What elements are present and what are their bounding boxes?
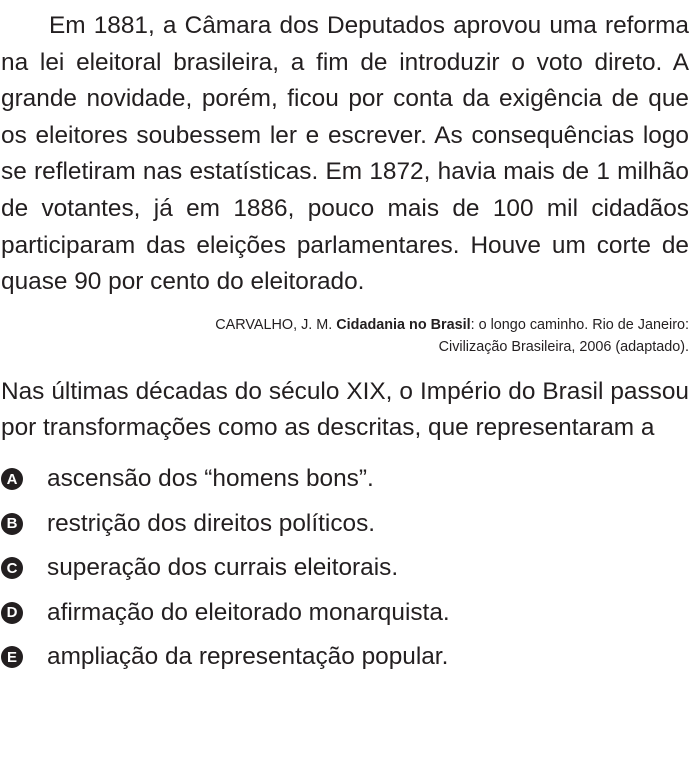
option-text: superação dos currais eleitorais. [47,554,399,582]
option-text: ampliação da representação popular. [47,643,449,671]
option-text: restrição dos direitos políticos. [47,509,376,537]
source-passage: Em 1881, a Câmara dos Deputados aprovou uma reforma na lei eleitoral brasileira, a fim de introduzir o voto direto. A grande novidade, porém, ficou por conta da exigência de que os eleitores soubessem ler e escrever. As consequências logo se refletiram nas estatísticas. Em 1872, havia mais de 1 milhão de votantes, já em 1886, pouco mais de 100 mil cidadãos participaram das eleições parlamentares. Houve um corte de quase 90 por cento do eleitorado. [1,12,689,296]
option-text: ascensão dos “homens bons”. [47,465,374,493]
citation-subtitle: : o longo caminho. Rio de Janeiro: [470,316,689,333]
option-letter-badge: B [1,513,23,535]
answer-options [1,457,689,680]
option-text: afirmação do eleitorado monarquista. [47,598,450,626]
citation [1,314,689,358]
citation-title: Cidadania no Brasil [336,316,471,333]
option-c[interactable] [1,546,689,591]
citation-publisher: Civilização Brasileira, 2006 (adaptado). [438,338,689,355]
option-letter-badge: A [1,468,23,490]
citation-author: CARVALHO, J. M. [215,316,333,333]
option-a[interactable] [1,457,689,502]
question-stem: Nas últimas décadas do século XIX, o Império do Brasil passou por transformações como as descritas, que representaram a [1,377,689,442]
option-e[interactable] [1,635,689,680]
option-letter-badge: E [1,646,23,668]
option-d[interactable] [1,590,689,635]
option-letter-badge: D [1,602,23,624]
option-letter-badge: C [1,557,23,579]
option-b[interactable] [1,501,689,546]
